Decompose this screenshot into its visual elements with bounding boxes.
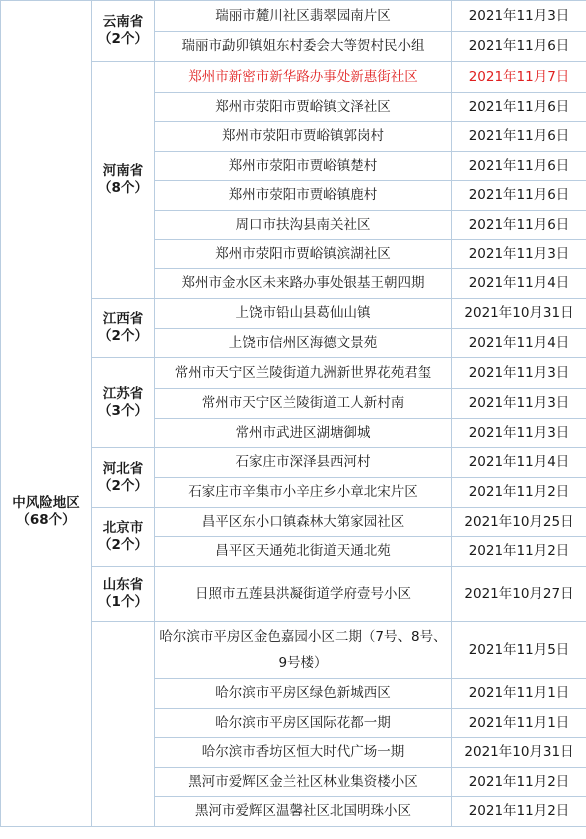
area-name-cell: 常州市天宁区兰陵街道工人新村南 (155, 389, 452, 419)
area-name-cell: 上饶市信州区海德文景苑 (155, 329, 452, 358)
risk-level-count: （68个） (16, 511, 76, 528)
date-cell: 2021年11月4日 (452, 448, 586, 478)
province-cell (92, 1, 155, 62)
area-name-cell: 郑州市新密市新华路办事处新惠街社区 (155, 62, 452, 93)
area-name-cell: 常州市天宁区兰陵街道九洲新世界花苑君玺 (155, 358, 452, 389)
date-cell: 2021年11月2日 (452, 537, 586, 567)
area-name-cell: 黑河市爱辉区温馨社区北国明珠小区 (155, 797, 452, 827)
province-cell (92, 508, 155, 567)
province-count: （2个） (98, 537, 148, 553)
date-cell: 2021年11月3日 (452, 419, 586, 448)
province-cell (92, 448, 155, 508)
province-count: （3个） (98, 402, 148, 419)
area-name-cell: 哈尔滨市香坊区恒大时代广场一期 (155, 738, 452, 768)
date-cell: 2021年11月6日 (452, 122, 586, 152)
date-cell: 2021年10月25日 (452, 508, 586, 537)
area-name-cell: 昌平区天通苑北街道天通北苑 (155, 537, 452, 567)
province-name: 河南省 (102, 163, 144, 179)
area-name-cell: 郑州市荥阳市贾峪镇滨湖社区 (155, 240, 452, 269)
area-name-cell: 上饶市铅山县葛仙山镇 (155, 299, 452, 329)
area-name-cell: 哈尔滨市平房区国际花都一期 (155, 709, 452, 738)
area-name-cell: 郑州市荥阳市贾峪镇鹿村 (155, 181, 452, 211)
date-cell: 2021年10月27日 (452, 567, 586, 622)
area-name-cell: 常州市武进区湖塘御城 (155, 419, 452, 448)
area-name-cell: 郑州市荥阳市贾峪镇郭岗村 (155, 122, 452, 152)
province-count: （1个） (98, 594, 148, 610)
province-name: 北京市 (102, 520, 144, 536)
area-name-cell: 郑州市荥阳市贾峪镇文泽社区 (155, 93, 452, 122)
date-cell: 2021年11月6日 (452, 32, 586, 62)
area-name-cell: 周口市扶沟县南关社区 (155, 211, 452, 240)
date-cell: 2021年11月3日 (452, 240, 586, 269)
area-name-cell: 郑州市金水区未来路办事处银基王朝四期 (155, 269, 452, 299)
risk-level-cell (1, 1, 92, 827)
area-name-cell: 昌平区东小口镇森林大第家园社区 (155, 508, 452, 537)
area-name-cell: 瑞丽市勐卯镇姐东村委会大等贺村民小组 (155, 32, 452, 62)
date-cell: 2021年11月5日 (452, 622, 586, 679)
province-cell (92, 62, 155, 299)
area-name-cell: 哈尔滨市平房区绿色新城西区 (155, 679, 452, 709)
province-name: 云南省 (102, 14, 144, 30)
area-name-cell: 石家庄市辛集市小辛庄乡小章北宋片区 (155, 478, 452, 508)
date-cell: 2021年11月6日 (452, 211, 586, 240)
date-cell: 2021年11月3日 (452, 389, 586, 419)
date-cell: 2021年11月6日 (452, 93, 586, 122)
date-cell: 2021年10月31日 (452, 299, 586, 329)
date-cell: 2021年11月7日 (452, 62, 586, 93)
risk-table-body (1, 1, 586, 827)
area-name-cell: 日照市五莲县洪凝街道学府壹号小区 (155, 567, 452, 622)
date-cell: 2021年11月2日 (452, 478, 586, 508)
province-count: （2个） (98, 328, 148, 344)
province-cell (92, 567, 155, 622)
date-cell: 2021年11月1日 (452, 679, 586, 709)
province-name: 江西省 (102, 311, 144, 327)
table-row (1, 1, 586, 32)
area-name-cell: 瑞丽市麓川社区翡翠园南片区 (155, 1, 452, 32)
date-cell: 2021年11月6日 (452, 181, 586, 211)
date-cell: 2021年11月2日 (452, 797, 586, 827)
date-cell: 2021年11月2日 (452, 768, 586, 797)
province-cell (92, 299, 155, 358)
date-cell: 2021年11月1日 (452, 709, 586, 738)
province-count: （2个） (98, 31, 148, 47)
date-cell: 2021年11月4日 (452, 269, 586, 299)
area-name-cell: 郑州市荥阳市贾峪镇楚村 (155, 152, 452, 181)
area-name-cell: 黑河市爱辉区金兰社区林业集资楼小区 (155, 768, 452, 797)
province-count: （2个） (98, 477, 148, 494)
province-cell (92, 622, 155, 827)
area-name-cell: 石家庄市深泽县西河村 (155, 448, 452, 478)
date-cell: 2021年11月3日 (452, 1, 586, 32)
date-cell: 2021年11月3日 (452, 358, 586, 389)
date-cell: 2021年10月31日 (452, 738, 586, 768)
date-cell: 2021年11月4日 (452, 329, 586, 358)
province-cell (92, 358, 155, 448)
risk-level-name: 中风险地区 (12, 494, 80, 511)
province-name: 河北省 (102, 460, 144, 477)
province-name: 山东省 (102, 577, 144, 593)
area-name-cell: 哈尔滨市平房区金色嘉园小区二期（7号、8号、9号楼） (155, 622, 452, 679)
date-cell: 2021年11月6日 (452, 152, 586, 181)
province-name: 江苏省 (102, 385, 144, 402)
province-count: （8个） (98, 180, 148, 196)
